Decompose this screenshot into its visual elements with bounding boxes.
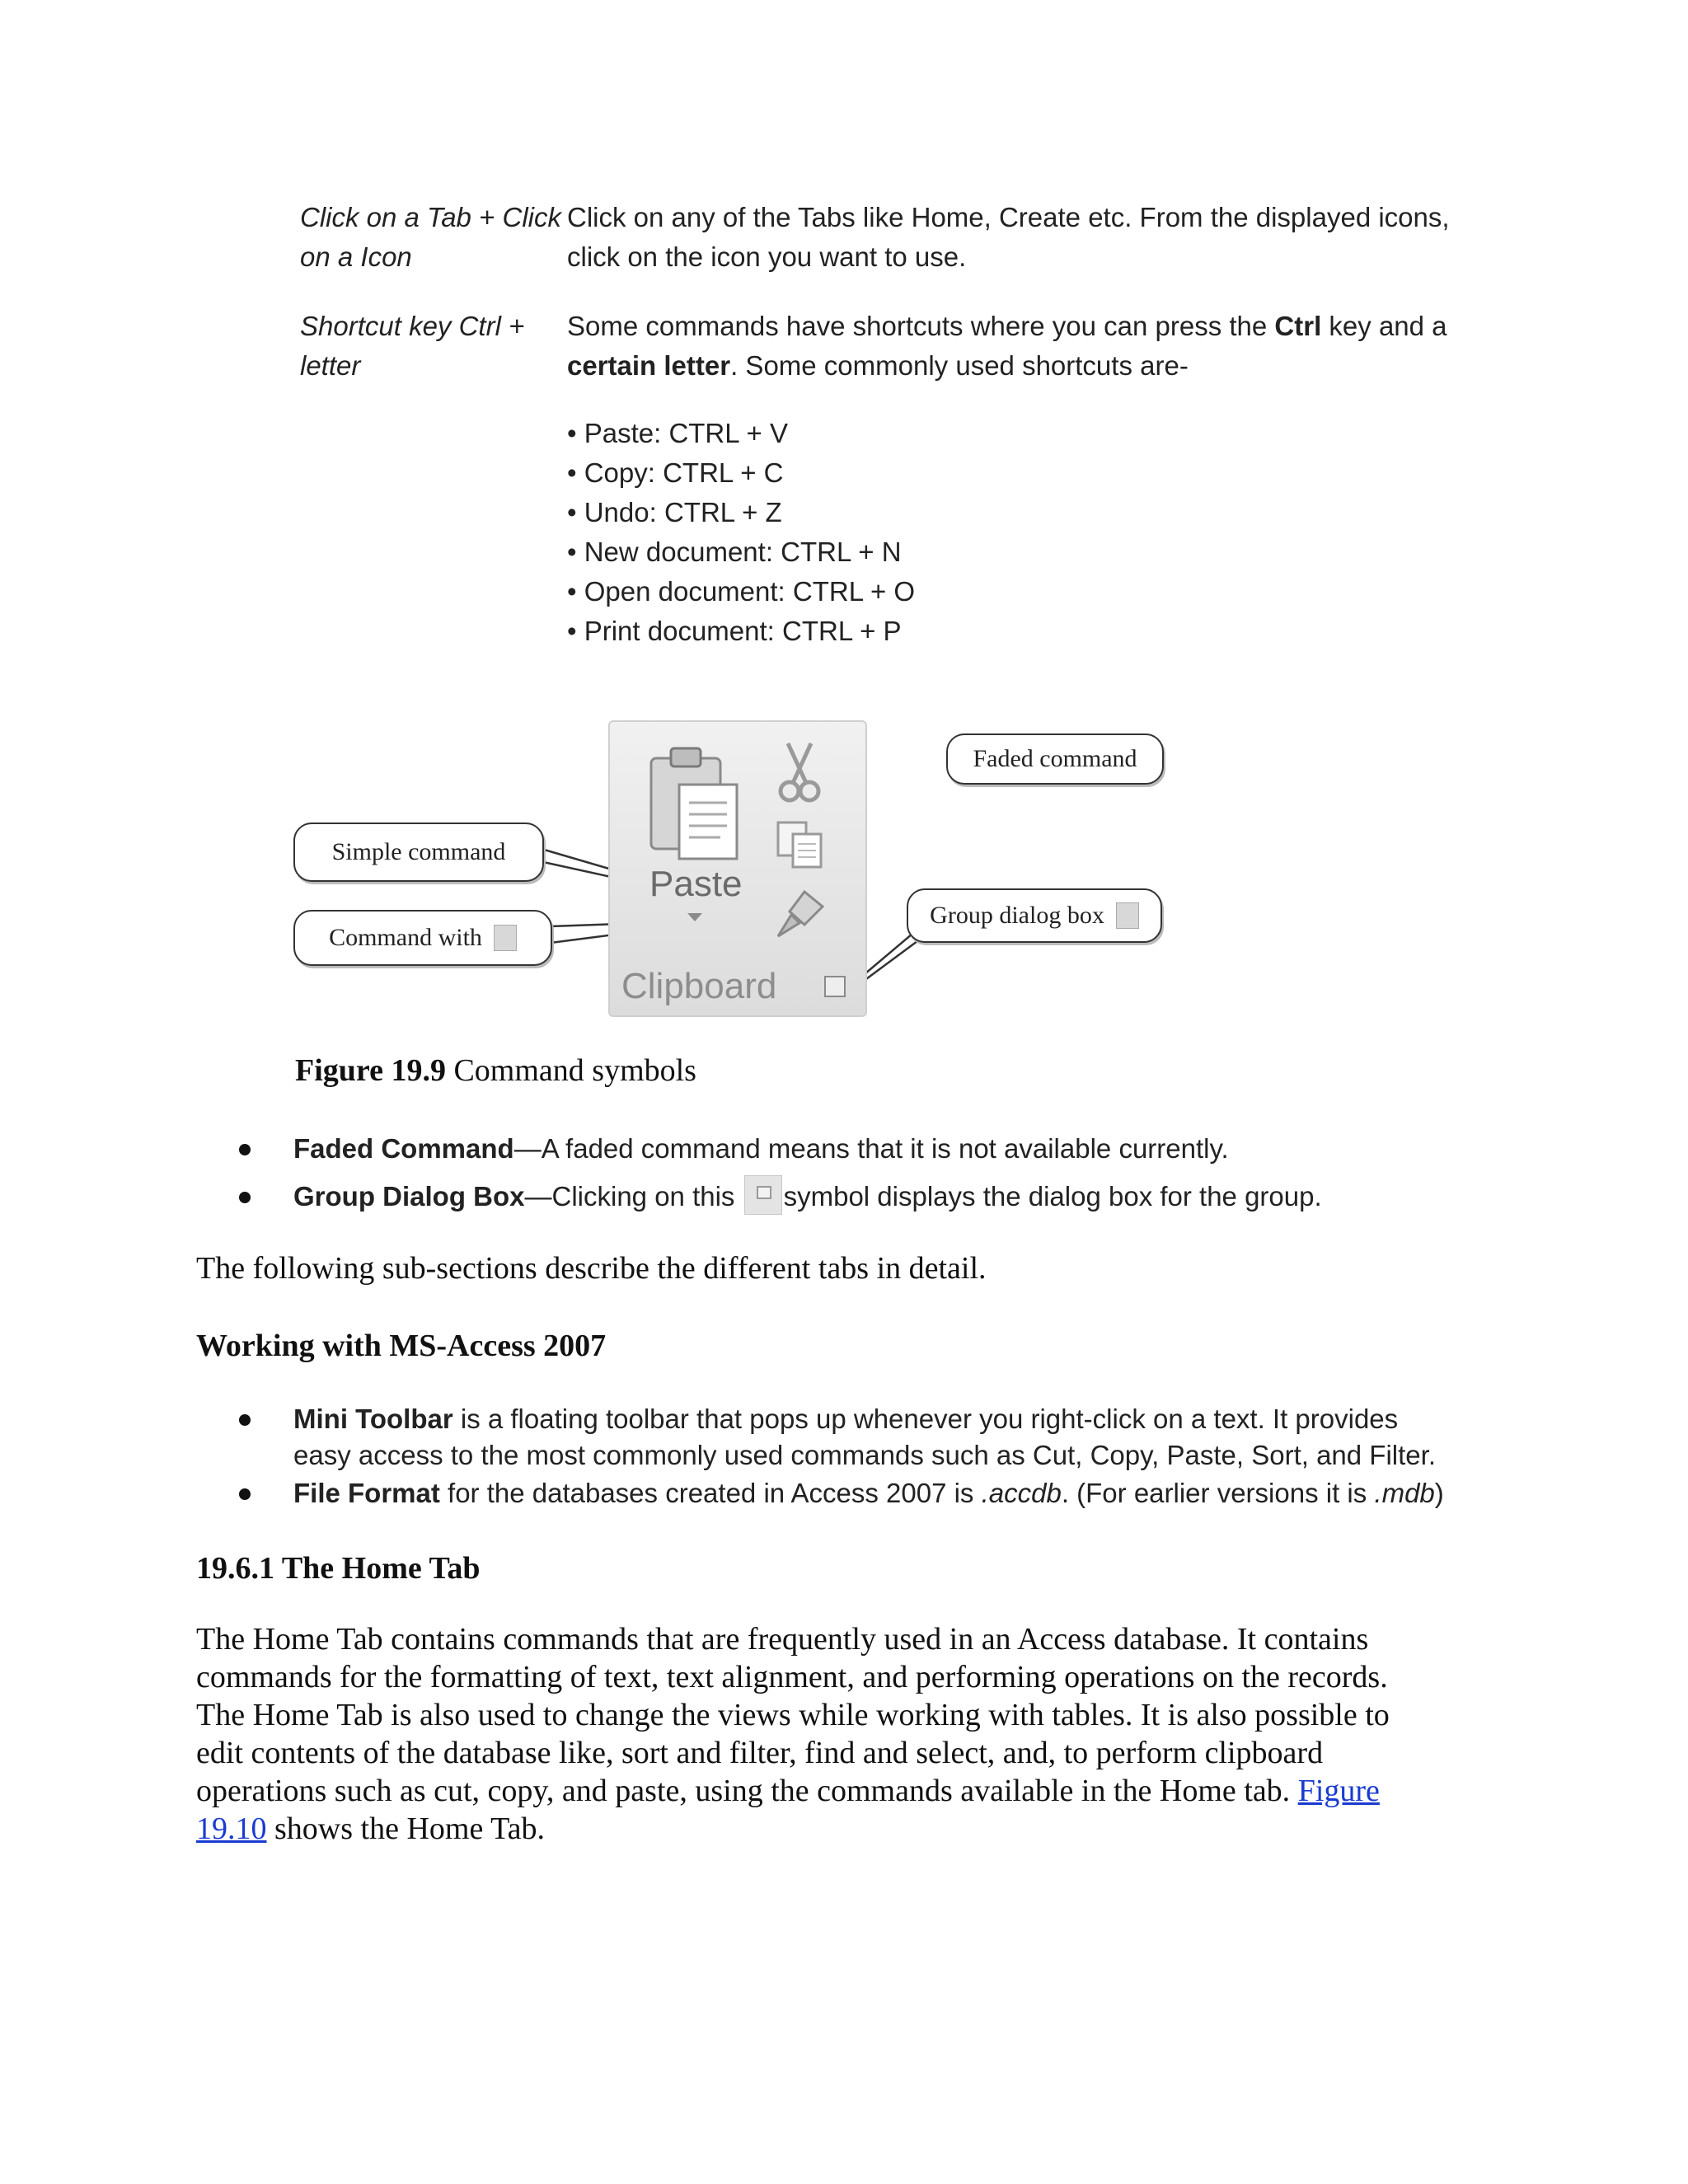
callout-simple-command — [293, 823, 544, 882]
bullet-dot — [239, 1192, 251, 1203]
bullet-dot — [239, 1144, 251, 1155]
callout-group-dialog-box — [907, 888, 1162, 943]
desc-line — [567, 346, 1465, 386]
heading-home-tab: 19.6.1 The Home Tab — [196, 1551, 481, 1586]
bullet-text — [293, 1179, 1489, 1215]
bullet-desc: . (For earlier versions it is — [1061, 1478, 1375, 1508]
term-line: Click on a Tab + Click — [300, 202, 561, 232]
format-painter-icon — [771, 887, 829, 944]
scissors-icon — [775, 740, 824, 806]
bullet-desc: for the databases created in Access 2007 is — [439, 1478, 982, 1508]
desc-bold-ctrl: Ctrl — [1274, 311, 1322, 341]
definition-description — [567, 198, 1465, 277]
bullet-desc: —A faded command means that it is not available currently. — [513, 1133, 1229, 1164]
caption-text: Command symbols — [445, 1053, 696, 1088]
term-line: letter — [300, 350, 361, 381]
bullet-line: easy access to the most commonly used commands such as Cut, Copy, Paste, Sort, and Filter. — [293, 1440, 1436, 1470]
definition-term — [300, 307, 564, 386]
callout-command-with — [293, 910, 552, 966]
para-text: shows the Home Tab. — [266, 1811, 546, 1846]
copy-icon — [775, 819, 826, 870]
figure-link[interactable]: Figure — [1297, 1774, 1380, 1808]
figure-caption — [295, 1052, 696, 1090]
definition-description — [567, 307, 1465, 386]
list-item: • Undo: CTRL + Z — [567, 497, 782, 527]
desc-text: Some commands have shortcuts where you can press the — [567, 311, 1275, 341]
paragraph-home-tab — [196, 1620, 1498, 1848]
bullet-dot — [239, 1488, 251, 1500]
shortcut-list — [567, 414, 915, 651]
file-extension: .accdb — [981, 1478, 1062, 1508]
desc-line — [567, 307, 1465, 346]
desc-line: click on the icon you want to use. — [567, 241, 967, 272]
callout-text: Command with — [329, 924, 482, 951]
callout-faded-command — [946, 733, 1164, 785]
dropdown-arrow-icon — [687, 913, 702, 921]
figure-command-symbols — [288, 715, 1179, 1020]
file-extension: .mdb — [1374, 1478, 1435, 1508]
definition-term — [300, 198, 564, 277]
para-text: operations such as cut, copy, and paste, using the commands available in the Home tab. — [196, 1774, 1298, 1808]
list-item: • Copy: CTRL + C — [567, 457, 784, 488]
dialog-box-icon — [1116, 902, 1139, 929]
bullet-desc: symbol displays the dialog box for the group. — [783, 1181, 1322, 1212]
bullet-dot — [239, 1414, 251, 1426]
heading-working-with-access: Working with MS-Access 2007 — [196, 1329, 607, 1363]
desc-bold-letter: certain letter — [567, 350, 731, 381]
list-item: • New document: CTRL + N — [567, 537, 902, 567]
bullet-term: Group Dialog Box — [293, 1181, 525, 1212]
dialog-launcher-icon — [824, 976, 846, 997]
dialog-launcher-icon — [744, 1175, 782, 1215]
para-line — [196, 1772, 1498, 1810]
bullet-line — [293, 1401, 1489, 1437]
para-line: edit contents of the database like, sort and filter, find and select, and, to perform clipboard — [196, 1736, 1324, 1770]
list-item: • Paste: CTRL + V — [567, 418, 789, 448]
list-item: • Print document: CTRL + P — [567, 616, 902, 646]
paste-label: Paste — [649, 864, 743, 904]
bullet-term: Faded Command — [293, 1133, 514, 1164]
bullet-term: File Format — [293, 1478, 440, 1508]
para-line: The Home Tab contains commands that are frequently used in an Access database. It contains — [196, 1622, 1369, 1657]
clipboard-label: Clipboard — [621, 966, 777, 1006]
paste-icon — [646, 742, 745, 865]
para-line: The Home Tab is also used to change the views while working with tables. It is also possible to — [196, 1698, 1390, 1732]
para-line: commands for the formatting of text, text alignment, and performing operations on the records. — [196, 1660, 1388, 1694]
bullet-desc: is a floating toolbar that pops up whenever you right-click on a text. It provides — [452, 1404, 1399, 1434]
desc-line: Click on any of the Tabs like Home, Create etc. From the displayed icons, — [567, 202, 1450, 232]
callout-text: Faded command — [973, 745, 1137, 772]
bullet-desc: —Clicking on this — [524, 1181, 743, 1212]
callout-text: Group dialog box — [930, 902, 1104, 929]
bullet-term: Mini Toolbar — [293, 1404, 453, 1434]
desc-text: key and a — [1321, 311, 1447, 341]
bullet-text — [293, 1401, 1489, 1474]
list-item: • Open document: CTRL + O — [567, 576, 916, 607]
paragraph-tabs-intro: The following sub-sections describe the different tabs in detail. — [196, 1251, 987, 1286]
dropdown-box-icon — [494, 925, 517, 951]
caption-label: Figure 19.9 — [295, 1053, 446, 1088]
desc-text: . Some commonly used shortcuts are- — [730, 350, 1189, 381]
clipboard-group-panel — [608, 720, 867, 1017]
term-line: on a Icon — [300, 241, 412, 272]
para-line — [196, 1810, 1498, 1848]
bullet-text — [293, 1475, 1489, 1511]
figure-link-number[interactable]: 19.10 — [196, 1811, 267, 1846]
bullet-text — [293, 1131, 1489, 1167]
callout-text: Simple command — [331, 838, 506, 865]
bullet-desc: ) — [1434, 1478, 1444, 1508]
term-line: Shortcut key Ctrl + — [300, 311, 525, 341]
